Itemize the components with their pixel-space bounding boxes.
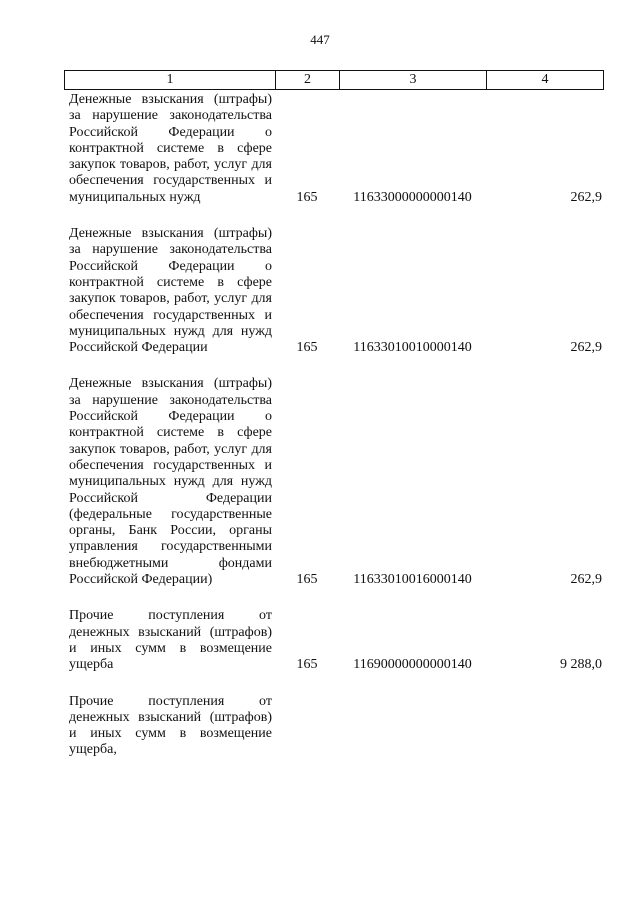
header-col-4: 4 — [541, 72, 549, 87]
header-col-1: 1 — [65, 71, 276, 89]
row-name: Денежные взыскания (штрафы) за нарушение законодательства Российской Федерации о контрактной системе в сфере закупок товаров, работ, услуг для обеспечения государственных и муниципальных нужд для нужд Российской Федерации — [69, 226, 272, 356]
row-name: Прочие поступления от денежных взысканий (штрафов) и иных сумм в возмещение ущерба — [69, 608, 272, 673]
row-sum: 262,9 — [570, 572, 602, 588]
row-code: 165 — [296, 189, 318, 205]
table-row — [64, 226, 602, 356]
header-col-2: 2 — [276, 71, 340, 89]
row-sum: 262,9 — [570, 189, 602, 205]
table-body — [64, 92, 602, 779]
table-row — [64, 694, 602, 759]
row-name: Прочие поступления от денежных взысканий (штрафов) и иных сумм в возмещение ущерба, — [69, 693, 272, 758]
page-number: 447 — [310, 32, 330, 47]
row-sum: 262,9 — [570, 340, 602, 356]
table-row — [64, 92, 602, 206]
row-kbk: 11633010016000140 — [353, 572, 472, 588]
row-code: 165 — [296, 572, 318, 588]
row-kbk: 11690000000000140 — [353, 657, 472, 673]
row-code: 165 — [296, 340, 318, 356]
header-col-3: 3 — [340, 71, 487, 89]
row-kbk: 11633010010000140 — [353, 340, 472, 356]
table-row — [64, 376, 602, 588]
table-header — [64, 70, 604, 90]
row-name: Денежные взыскания (штрафы) за нарушение законодательства Российской Федерации о контрактной системе в сфере закупок товаров, работ, услуг для обеспечения государственных и муниципальных нужд — [69, 92, 272, 205]
row-kbk: 11633000000000140 — [353, 189, 472, 205]
row-sum: 9 288,0 — [560, 657, 602, 673]
table-row — [64, 608, 602, 673]
row-code: 165 — [296, 657, 318, 673]
row-name: Денежные взыскания (штрафы) за нарушение законодательства Российской Федерации о контрактной системе в сфере закупок товаров, работ, услуг для обеспечения государственных и муниципальных нужд для нужд Российской Федерации (федеральные государственные органы, Банк России, органы управления государственными внебюджетными фондами Российской Федерации) — [69, 376, 272, 588]
